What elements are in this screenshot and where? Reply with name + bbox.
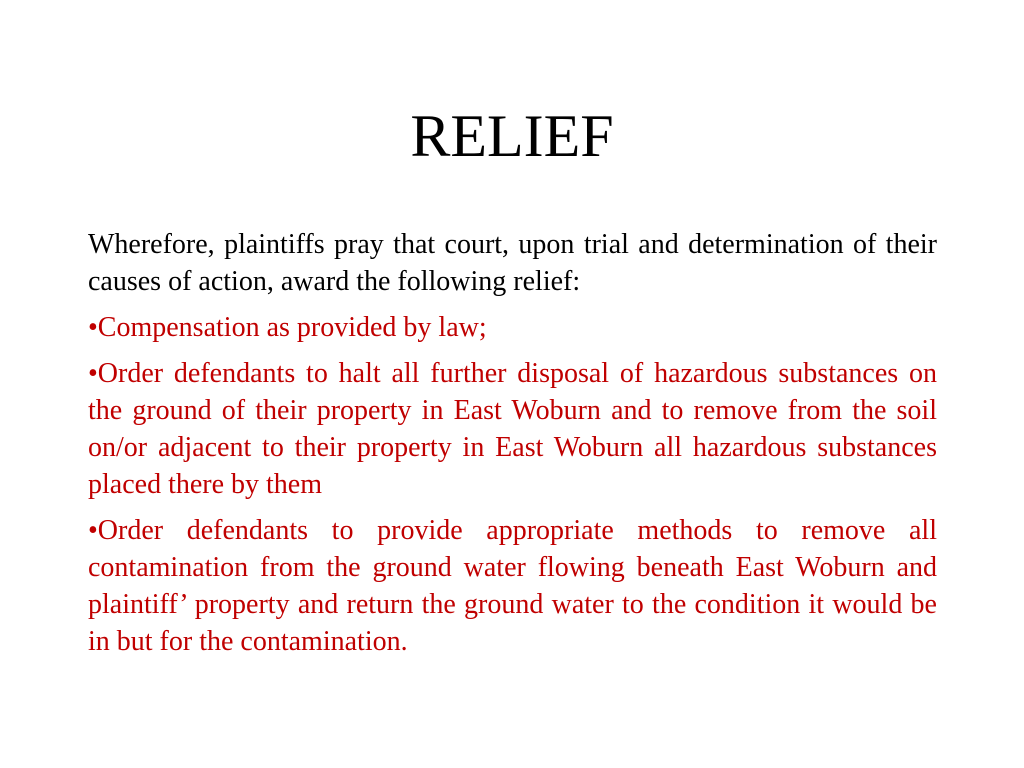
slide-title: RELIEF (410, 103, 614, 169)
bullet-item-compensation: •Compensation as provided by law; (88, 312, 487, 343)
slide-body (88, 226, 937, 669)
intro-paragraph: Wherefore, plaintiffs pray that court, upon trial and determination of their causes of action, award the following relief: (88, 229, 937, 297)
bullet-item-halt-disposal: •Order defendants to halt all further disposal of hazardous substances on the ground of their property in East Woburn and to remove from the soil on/or adjacent to their property in East Woburn all hazardous substances placed there by them (88, 358, 937, 500)
bullet-item-remove-contamination: •Order defendants to provide appropriate methods to remove all contamination from the ground water flowing beneath East Woburn and plaintiff’ property and return the ground water to the condition it would be in but for the contamination. (88, 515, 937, 657)
